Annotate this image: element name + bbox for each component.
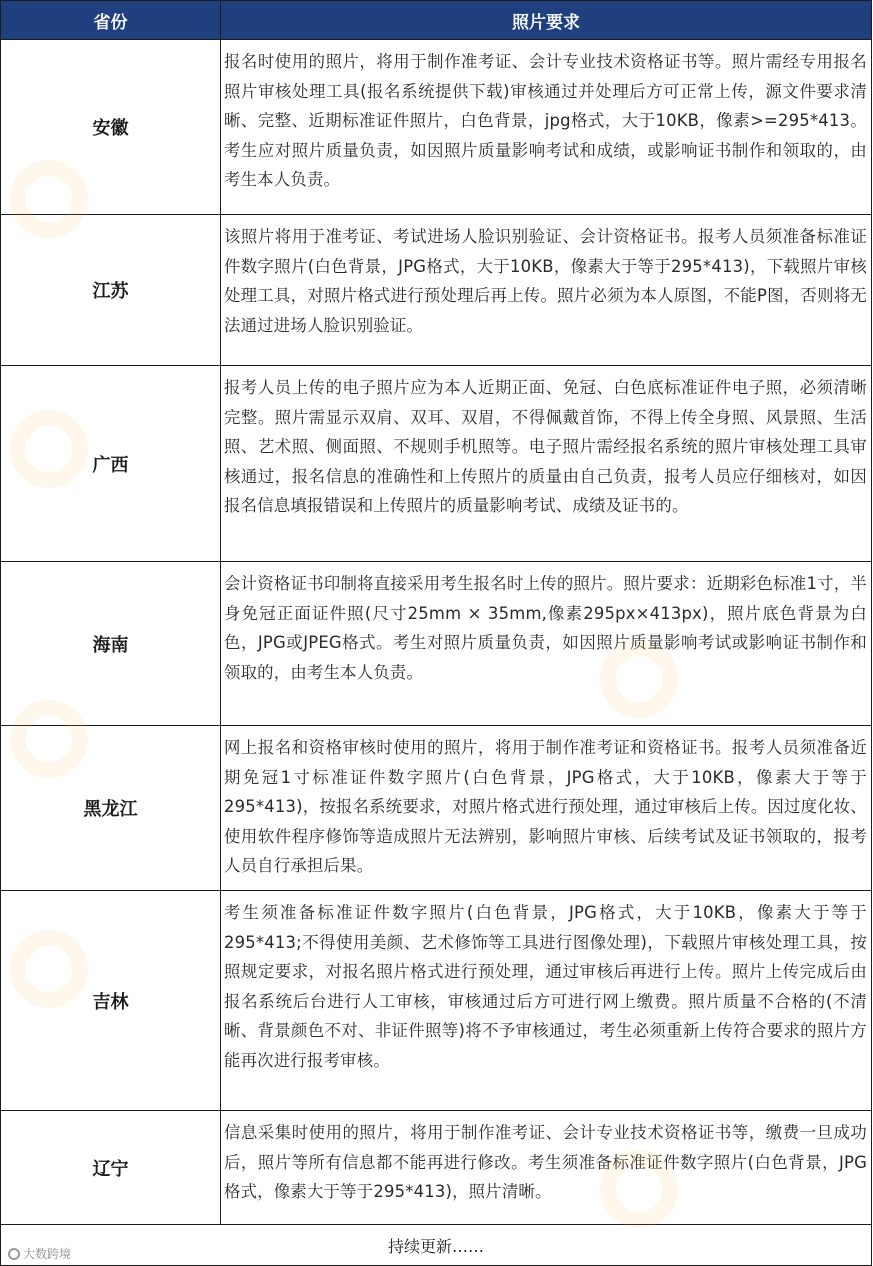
province-cell: 广西	[1, 366, 221, 562]
table-row-heilongjiang	[1, 726, 872, 891]
province-cell: 辽宁	[1, 1111, 221, 1225]
table-row-anhui	[1, 40, 872, 215]
province-cell: 黑龙江	[1, 726, 221, 891]
requirement-cell: 信息采集时使用的照片，将用于制作准考证、会计专业技术资格证书等，缴费一旦成功后，照片等所有信息都不能再进行修改。考生须准备标准证件数字照片(白色背景，JPG格式，像素大于等于295*413)，照片清晰。	[221, 1111, 872, 1225]
table-header-row	[1, 1, 872, 40]
table-row-guangxi	[1, 366, 872, 562]
table-row-jiangsu	[1, 215, 872, 366]
requirement-cell: 报考人员上传的电子照片应为本人近期正面、免冠、白色底标准证件电子照，必须清晰完整。照片需显示双肩、双耳、双眉，不得佩戴首饰，不得上传全身照、风景照、生活照、艺术照、侧面照、不规则手机照等。电子照片需经报名系统的照片审核处理工具审核通过，报名信息的准确性和上传照片的质量由自己负责，报考人员应仔细核对，如因报名信息填报错误和上传照片的质量影响考试、成绩及证书的。	[221, 366, 872, 562]
requirement-cell: 网上报名和资格审核时使用的照片，将用于制作准考证和资格证书。报考人员须准备近期免冠1寸标准证件数字照片(白色背景，JPG格式，大于10KB，像素大于等于295*413)，按报名系统要求，对照片格式进行预处理，通过审核后上传。因过度化妆、使用软件程序修饰等造成照片无法辨别，影响照片审核、后续考试及证书领取的，报考人员自行承担后果。	[221, 726, 872, 891]
brand-watermark	[8, 1245, 71, 1262]
province-cell: 吉林	[1, 891, 221, 1111]
brand-logo-icon	[8, 1248, 20, 1260]
province-cell: 江苏	[1, 215, 221, 366]
requirement-cell: 考生须准备标准证件数字照片(白色背景，JPG格式，大于10KB，像素大于等于295*413;不得使用美颜、艺术修饰等工具进行图像处理)，下载照片审核处理工具，按照规定要求，对报名照片格式进行预处理，通过审核后再进行上传。照片上传完成后由报名系统后台进行人工审核，审核通过后方可进行网上缴费。照片质量不合格的(不清晰、背景颜色不对、非证件照等)将不予审核通过，考生必须重新上传符合要求的照片方能再次进行报考审核。	[221, 891, 872, 1111]
table-row-hainan	[1, 562, 872, 726]
table-row-liaoning	[1, 1111, 872, 1225]
footer-cell: 持续更新……	[1, 1225, 872, 1266]
requirement-cell: 该照片将用于准考证、考试进场人脸识别验证、会计资格证书。报考人员须准备标准证件数字照片(白色背景，JPG格式，大于10KB，像素大于等于295*413)，下载照片审核处理工具，对照片格式进行预处理后再上传。照片必须为本人原图，不能P图，否则将无法通过进场人脸识别验证。	[221, 215, 872, 366]
requirement-cell: 报名时使用的照片，将用于制作准考证、会计专业技术资格证书等。照片需经专用报名照片审核处理工具(报名系统提供下载)审核通过并处理后方可正常上传，源文件要求清晰、完整、近期标准证件照片，白色背景，jpg格式，大于10KB，像素>=295*413。考生应对照片质量负责，如因照片质量影响考试和成绩，或影响证书制作和领取的，由考生本人负责。	[221, 40, 872, 215]
province-cell: 海南	[1, 562, 221, 726]
header-province: 省份	[1, 1, 221, 40]
province-cell: 安徽	[1, 40, 221, 215]
header-requirement: 照片要求	[221, 1, 872, 40]
requirement-cell: 会计资格证书印制将直接采用考生报名时上传的照片。照片要求：近期彩色标准1寸，半身免冠正面证件照(尺寸25mm × 35mm,像素295px×413px)，照片底色背景为白色，JPG或JPEG格式。考生对照片质量负责，如因照片质量影响考试或影响证书制作和领取的，由考生本人负责。	[221, 562, 872, 726]
table-row-jilin	[1, 891, 872, 1111]
brand-watermark-text: 大数跨境	[23, 1247, 72, 1261]
table-footer-row	[1, 1225, 872, 1266]
